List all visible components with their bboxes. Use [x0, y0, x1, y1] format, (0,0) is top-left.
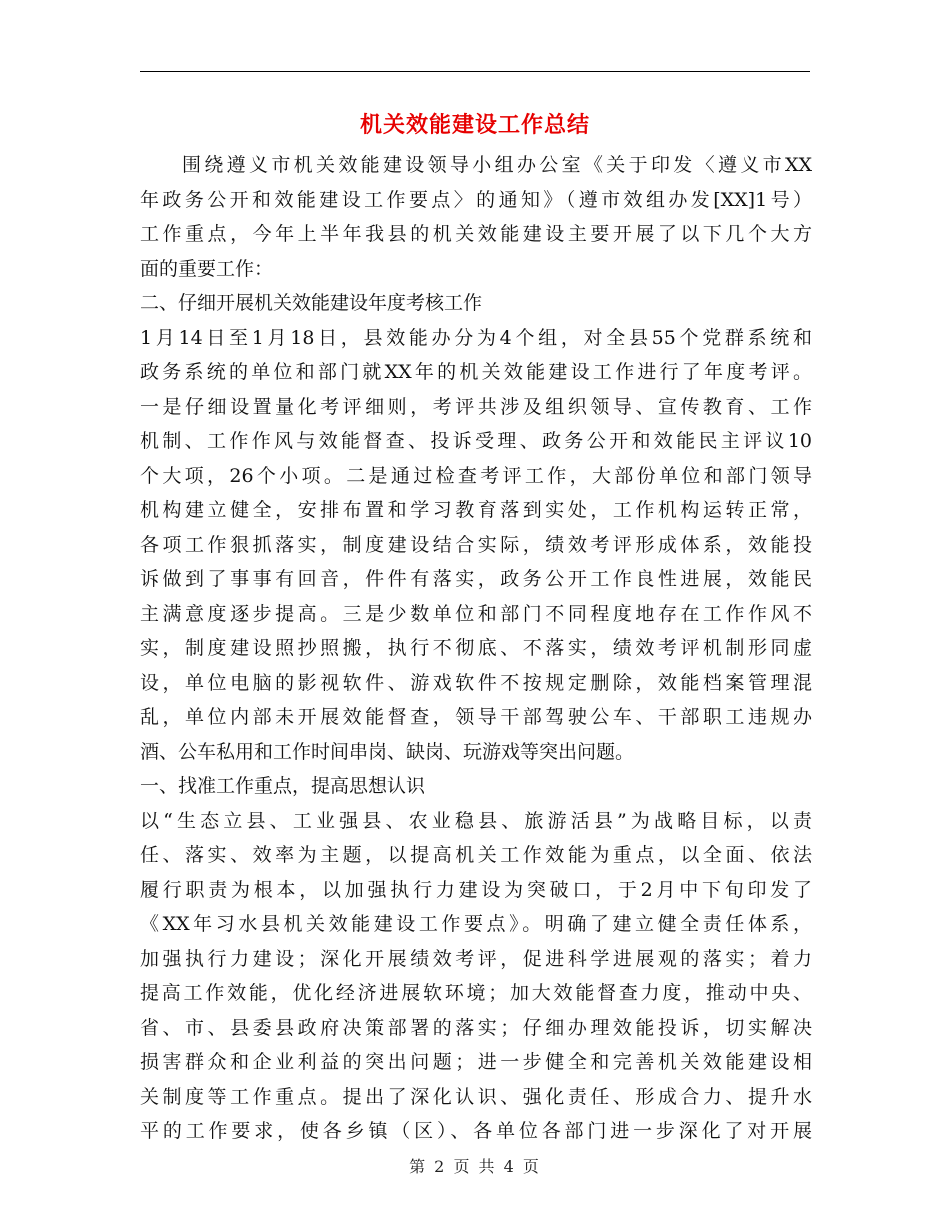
body-line: 《XX年习水县机关效能建设工作要点》。明确了建立健全责任体系， — [140, 913, 812, 935]
body-line: 省、市、县委县政府决策部署的落实；仔细办理效能投诉，切实解决 — [140, 1016, 812, 1039]
body-line: 个大项，26个小项。二是通过检查考评工作，大部份单位和部门领导 — [140, 464, 812, 487]
body-line: 以“生态立县、工业强县、农业稳县、旅游活县”为战略目标，以责 — [140, 809, 812, 832]
body-line: 年政务公开和效能建设工作要点〉的通知》（遵市效组办发[XX]1号） — [140, 188, 812, 211]
page-footer: 第 2 页 共 4 页 — [409, 1157, 541, 1176]
body-line: 主满意度逐步提高。三是少数单位和部门不同程度地存在工作作风不 — [140, 602, 812, 625]
body-line: 机构建立健全，安排布置和学习教育落到实处，工作机构运转正常， — [140, 499, 812, 521]
body-line: 损害群众和企业利益的突出问题；进一步健全和完善机关效能建设相 — [140, 1051, 812, 1073]
body-line: 平的工作要求，使各乡镇（区）、各单位各部门进一步深化了对开展 — [140, 1120, 812, 1142]
body-line: 政务系统的单位和部门就XX年的机关效能建设工作进行了年度考评。 — [140, 361, 812, 383]
body-line: 履行职责为根本，以加强执行力建设为突破口，于2月中下旬印发了 — [140, 878, 812, 901]
body-line: 围绕遵义市机关效能建设领导小组办公室《关于印发〈遵义市XX — [182, 154, 812, 176]
header-rule — [140, 71, 810, 72]
body-line: 关制度等工作重点。提出了深化认识、强化责任、形成合力、提升水 — [140, 1085, 812, 1108]
document-body — [140, 148, 812, 1149]
body-line: 乱，单位内部未开展效能督查，领导干部驾驶公车、干部职工违规办 — [140, 706, 812, 728]
body-line: 诉做到了事事有回音，件件有落实，政务公开工作良性进展，效能民 — [140, 568, 812, 590]
body-line: 1月14日至1月18日，县效能办分为4个组，对全县55个党群系统和 — [140, 326, 812, 349]
section-heading-2: 二、仔细开展机关效能建设年度考核工作 — [140, 292, 483, 314]
section-heading-1: 一、找准工作重点，提高思想认识 — [140, 775, 426, 797]
body-line: 一是仔细设置量化考评细则，考评共涉及组织领导、宣传教育、工作 — [140, 395, 812, 418]
body-line: 实，制度建设照抄照搬，执行不彻底、不落实，绩效考评机制形同虚 — [140, 637, 812, 659]
body-line: 机制、工作作风与效能督查、投诉受理、政务公开和效能民主评议10 — [140, 430, 812, 452]
body-line: 面的重要工作： — [140, 257, 274, 280]
body-line: 加强执行力建设；深化开展绩效考评，促进科学进展观的落实；着力 — [140, 947, 812, 970]
body-line: 提高工作效能，优化经济进展软环境；加大效能督查力度，推动中央、 — [140, 982, 812, 1004]
body-line: 设，单位电脑的影视软件、游戏软件不按规定删除，效能档案管理混 — [140, 671, 812, 694]
body-line: 酒、公车私用和工作时间串岗、缺岗、玩游戏等突出问题。 — [140, 740, 635, 763]
body-line: 任、落实、效率为主题，以提高机关工作效能为重点，以全面、依法 — [140, 844, 812, 866]
body-line: 工作重点，今年上半年我县的机关效能建设主要开展了以下几个大方 — [140, 223, 812, 245]
document-title: 机关效能建设工作总结 — [359, 112, 590, 138]
body-line: 各项工作狠抓落实，制度建设结合实际，绩效考评形成体系，效能投 — [140, 533, 812, 556]
